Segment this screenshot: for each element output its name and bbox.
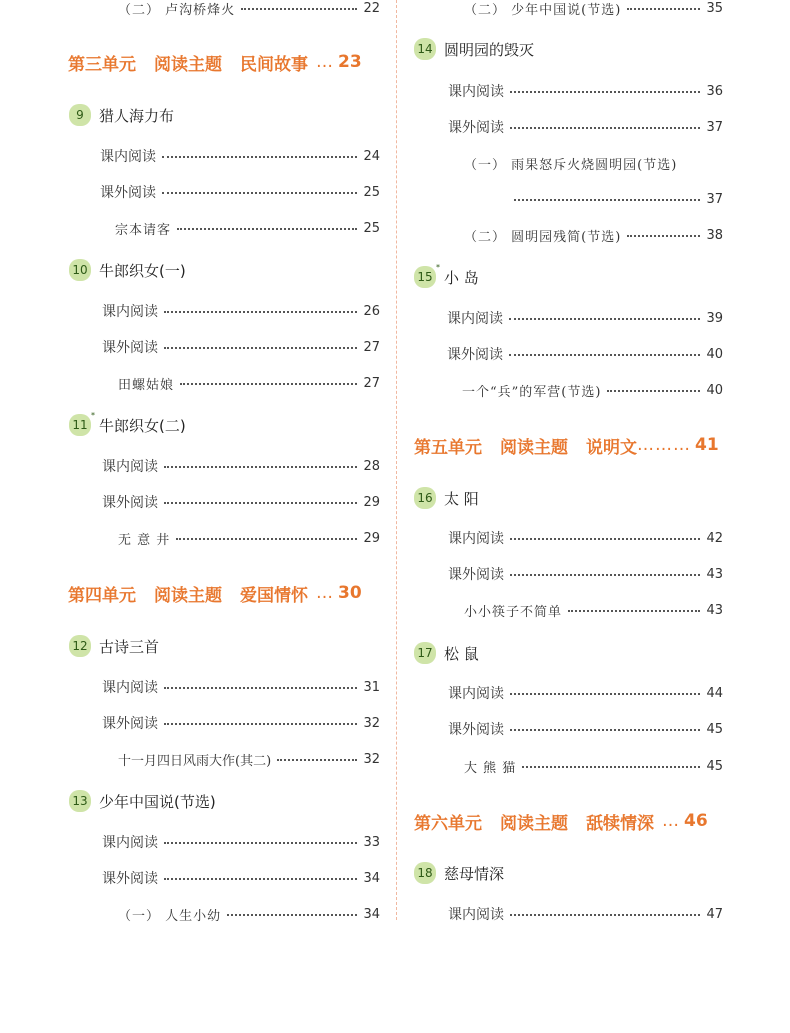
section-label: 课外阅读 — [100, 185, 156, 201]
toc-entry[interactable] — [102, 454, 380, 478]
toc-entry[interactable] — [100, 144, 380, 168]
section-label: 课内阅读 — [448, 686, 504, 702]
page-number: 46 — [684, 811, 708, 831]
page-number: 41 — [695, 435, 719, 455]
lesson-number: 14 — [417, 42, 433, 56]
page-number: 47 — [706, 906, 723, 922]
section-label: 课内阅读 — [102, 680, 158, 696]
lesson-heading[interactable] — [69, 633, 159, 659]
page-number: 32 — [363, 751, 380, 767]
story-title: 无 意 井 — [118, 532, 171, 548]
story-title: （一） 人生小幼 — [118, 908, 222, 924]
unit-name: 第三单元 — [68, 54, 136, 75]
page-number: 33 — [363, 834, 380, 850]
theme-name: 说明文 — [586, 437, 637, 458]
lesson-number-badge — [69, 635, 91, 657]
section-label: 课内阅读 — [102, 459, 158, 475]
column-divider — [396, 0, 397, 920]
lesson-title: 古诗三首 — [99, 637, 160, 656]
section-label: 课外阅读 — [102, 871, 158, 887]
page-number: 26 — [363, 303, 380, 319]
section-label: 课内阅读 — [448, 907, 504, 923]
leader-dots — [164, 311, 357, 313]
section-label: 课外阅读 — [448, 567, 504, 583]
lesson-number-badge — [414, 263, 440, 288]
section-label: 课外阅读 — [448, 120, 504, 136]
theme-name: 爱国情怀 — [240, 585, 308, 606]
lesson-heading[interactable] — [414, 485, 479, 511]
page-number: 38 — [706, 227, 723, 243]
leader-dots — [514, 199, 700, 201]
story-title: 大 熊 猫 — [464, 760, 517, 776]
toc-entry[interactable] — [118, 747, 380, 771]
page-number: 43 — [706, 566, 723, 582]
leader-dots — [164, 878, 357, 880]
leader-dots — [607, 390, 700, 392]
lesson-heading[interactable] — [414, 36, 534, 62]
toc-entry[interactable] — [462, 378, 723, 402]
leader-dots — [176, 538, 357, 540]
leader-dots — [164, 502, 357, 504]
lesson-title: 太 阳 — [444, 489, 479, 508]
toc-entry[interactable] — [118, 371, 380, 395]
unit-name: 第六单元 — [414, 813, 482, 834]
toc-entry[interactable] — [102, 490, 380, 514]
lesson-title: 圆明园的毁灭 — [444, 40, 535, 59]
toc-entry[interactable] — [102, 830, 380, 854]
toc-entry[interactable] — [448, 681, 723, 705]
page-number: 44 — [706, 685, 723, 701]
toc-entry[interactable] — [464, 598, 723, 622]
toc-entry[interactable] — [102, 299, 380, 323]
leader-dots: … — [316, 583, 334, 603]
section-label: 课外阅读 — [448, 722, 504, 738]
section-label: 课外阅读 — [102, 716, 158, 732]
toc-entry[interactable] — [464, 223, 723, 247]
page-number: 35 — [706, 0, 723, 16]
unit-name: 第五单元 — [414, 437, 482, 458]
page-number: 29 — [363, 494, 380, 510]
leader-dots — [164, 466, 357, 468]
section-label: 课内阅读 — [448, 84, 504, 100]
toc-entry[interactable] — [447, 306, 723, 330]
page-number: 29 — [363, 530, 380, 546]
leader-dots — [509, 318, 700, 320]
leader-dots — [510, 574, 700, 576]
toc-entry[interactable] — [447, 342, 723, 366]
lesson-title: 少年中国说(节选) — [99, 792, 216, 811]
leader-dots — [277, 759, 357, 761]
leader-dots: … — [662, 811, 680, 831]
leader-dots — [510, 538, 700, 540]
story-title: （一） 雨果怒斥火烧圆明园(节选) — [464, 157, 678, 173]
leader-dots — [164, 687, 357, 689]
lesson-title: 猎人海力布 — [99, 106, 175, 125]
leader-dots — [627, 235, 700, 237]
page-number: 23 — [338, 52, 362, 72]
leader-dots — [510, 91, 700, 93]
page-number: 32 — [363, 715, 380, 731]
optional-star: * — [91, 411, 95, 420]
page-number: 40 — [706, 346, 723, 362]
lesson-heading[interactable] — [69, 788, 216, 814]
leader-dots — [509, 354, 700, 356]
toc-entry[interactable] — [102, 866, 380, 890]
story-title: （二） 圆明园残简(节选) — [464, 229, 622, 245]
theme-label: 阅读主题 — [500, 437, 568, 458]
leader-dots: ……… — [637, 435, 691, 455]
toc-entry[interactable] — [464, 754, 723, 778]
toc-entry[interactable] — [100, 180, 380, 204]
lesson-number: 13 — [72, 794, 88, 808]
toc-entry[interactable] — [448, 562, 723, 586]
page-number: 34 — [363, 870, 380, 886]
toc-entry[interactable] — [115, 216, 380, 240]
leader-dots: … — [316, 52, 334, 72]
toc-entry[interactable] — [448, 902, 723, 926]
toc-entry[interactable] — [448, 717, 723, 741]
section-label: 课外阅读 — [447, 347, 503, 363]
lesson-title: 牛郎织女(一) — [99, 261, 186, 280]
leader-dots — [568, 610, 700, 612]
leader-dots — [510, 729, 700, 731]
story-title: 一个“兵”的军营(节选) — [462, 384, 602, 400]
section-label: 课外阅读 — [102, 340, 158, 356]
unit-name: 第四单元 — [68, 585, 136, 606]
lesson-number-badge — [414, 642, 436, 664]
page-number: 42 — [706, 530, 723, 546]
unit-heading[interactable] — [68, 578, 362, 608]
lesson-number-badge — [69, 790, 91, 812]
page-number: 45 — [706, 721, 723, 737]
page-number: 37 — [706, 191, 723, 207]
page-number: 30 — [338, 583, 362, 603]
lesson-number: 15 — [417, 270, 433, 284]
lesson-number: 12 — [72, 639, 88, 653]
lesson-number: 17 — [417, 646, 433, 660]
lesson-title: 松 鼠 — [444, 644, 479, 663]
page-number: 24 — [363, 148, 380, 164]
lesson-number-badge — [69, 411, 95, 436]
page-number: 37 — [706, 119, 723, 135]
story-title: （二） 少年中国说(节选) — [464, 2, 622, 18]
leader-dots — [180, 383, 357, 385]
section-label: 课内阅读 — [448, 531, 504, 547]
leader-dots — [227, 914, 357, 916]
leader-dots — [164, 347, 357, 349]
toc-entry[interactable] — [102, 675, 380, 699]
page-number: 27 — [363, 375, 380, 391]
theme-label: 阅读主题 — [154, 54, 222, 75]
page-number: 27 — [363, 339, 380, 355]
lesson-number-badge — [414, 862, 436, 884]
unit-heading[interactable] — [414, 430, 719, 460]
page-number: 34 — [363, 906, 380, 922]
leader-dots — [162, 192, 357, 194]
toc-entry-continued[interactable] — [514, 187, 723, 211]
theme-label: 阅读主题 — [154, 585, 222, 606]
leader-dots — [164, 723, 357, 725]
toc-entry[interactable] — [448, 526, 723, 550]
lesson-number: 11 — [72, 418, 88, 432]
lesson-number: 10 — [72, 263, 88, 277]
lesson-number-badge — [414, 38, 436, 60]
section-label: 课外阅读 — [102, 495, 158, 511]
toc-entry[interactable] — [118, 902, 380, 926]
story-title: 田螺姑娘 — [118, 377, 175, 393]
toc-entry[interactable] — [464, 151, 723, 175]
page-number: 40 — [706, 382, 723, 398]
lesson-number: 9 — [76, 108, 84, 122]
page-number: 45 — [706, 758, 723, 774]
leader-dots — [177, 228, 357, 230]
leader-dots — [241, 8, 357, 10]
toc-entry[interactable] — [118, 526, 380, 550]
lesson-title: 牛郎织女(二) — [99, 416, 186, 435]
lesson-heading[interactable] — [69, 412, 186, 438]
page-number: 31 — [363, 679, 380, 695]
lesson-heading[interactable] — [414, 640, 479, 666]
leader-dots — [510, 127, 700, 129]
leader-dots — [164, 842, 357, 844]
leader-dots — [162, 156, 357, 158]
lesson-heading[interactable] — [69, 257, 186, 283]
toc-entry[interactable] — [448, 79, 723, 103]
leader-dots — [522, 766, 700, 768]
lesson-heading[interactable] — [414, 860, 504, 886]
theme-label: 阅读主题 — [500, 813, 568, 834]
story-title: 十一月四日风雨大作(其二) — [118, 753, 272, 769]
lesson-number-badge — [414, 487, 436, 509]
leader-dots — [510, 693, 700, 695]
lesson-heading[interactable] — [414, 264, 479, 290]
page-number: 25 — [363, 184, 380, 200]
section-label: 课内阅读 — [100, 149, 156, 165]
lesson-number: 18 — [417, 866, 433, 880]
toc-entry[interactable] — [102, 711, 380, 735]
lesson-number-badge — [69, 104, 91, 126]
leader-dots — [510, 914, 700, 916]
toc-entry[interactable] — [118, 0, 380, 20]
page-number: 22 — [363, 0, 380, 16]
page-number: 28 — [363, 458, 380, 474]
optional-star: * — [436, 263, 440, 272]
unit-heading[interactable] — [414, 806, 708, 836]
theme-name: 舐犊情深 — [586, 813, 654, 834]
leader-dots — [627, 8, 700, 10]
section-label: 课内阅读 — [102, 835, 158, 851]
section-label: 课内阅读 — [447, 311, 503, 327]
lesson-title: 慈母情深 — [444, 864, 505, 883]
toc-entry[interactable] — [464, 0, 723, 20]
toc-entry[interactable] — [448, 115, 723, 139]
story-title: 小小筷子不简单 — [464, 604, 563, 620]
page-number: 39 — [706, 310, 723, 326]
page-number: 25 — [363, 220, 380, 236]
lesson-number-badge — [69, 259, 91, 281]
lesson-title: 小 岛 — [444, 268, 479, 287]
lesson-number: 16 — [417, 491, 433, 505]
page-number: 36 — [706, 83, 723, 99]
theme-name: 民间故事 — [240, 54, 308, 75]
section-label: 课内阅读 — [102, 304, 158, 320]
story-title: （二） 卢沟桥烽火 — [118, 2, 236, 18]
toc-entry[interactable] — [102, 335, 380, 359]
story-title: 宗本请客 — [115, 222, 172, 238]
lesson-heading[interactable] — [69, 102, 174, 128]
unit-heading[interactable] — [68, 47, 362, 77]
page-number: 43 — [706, 602, 723, 618]
